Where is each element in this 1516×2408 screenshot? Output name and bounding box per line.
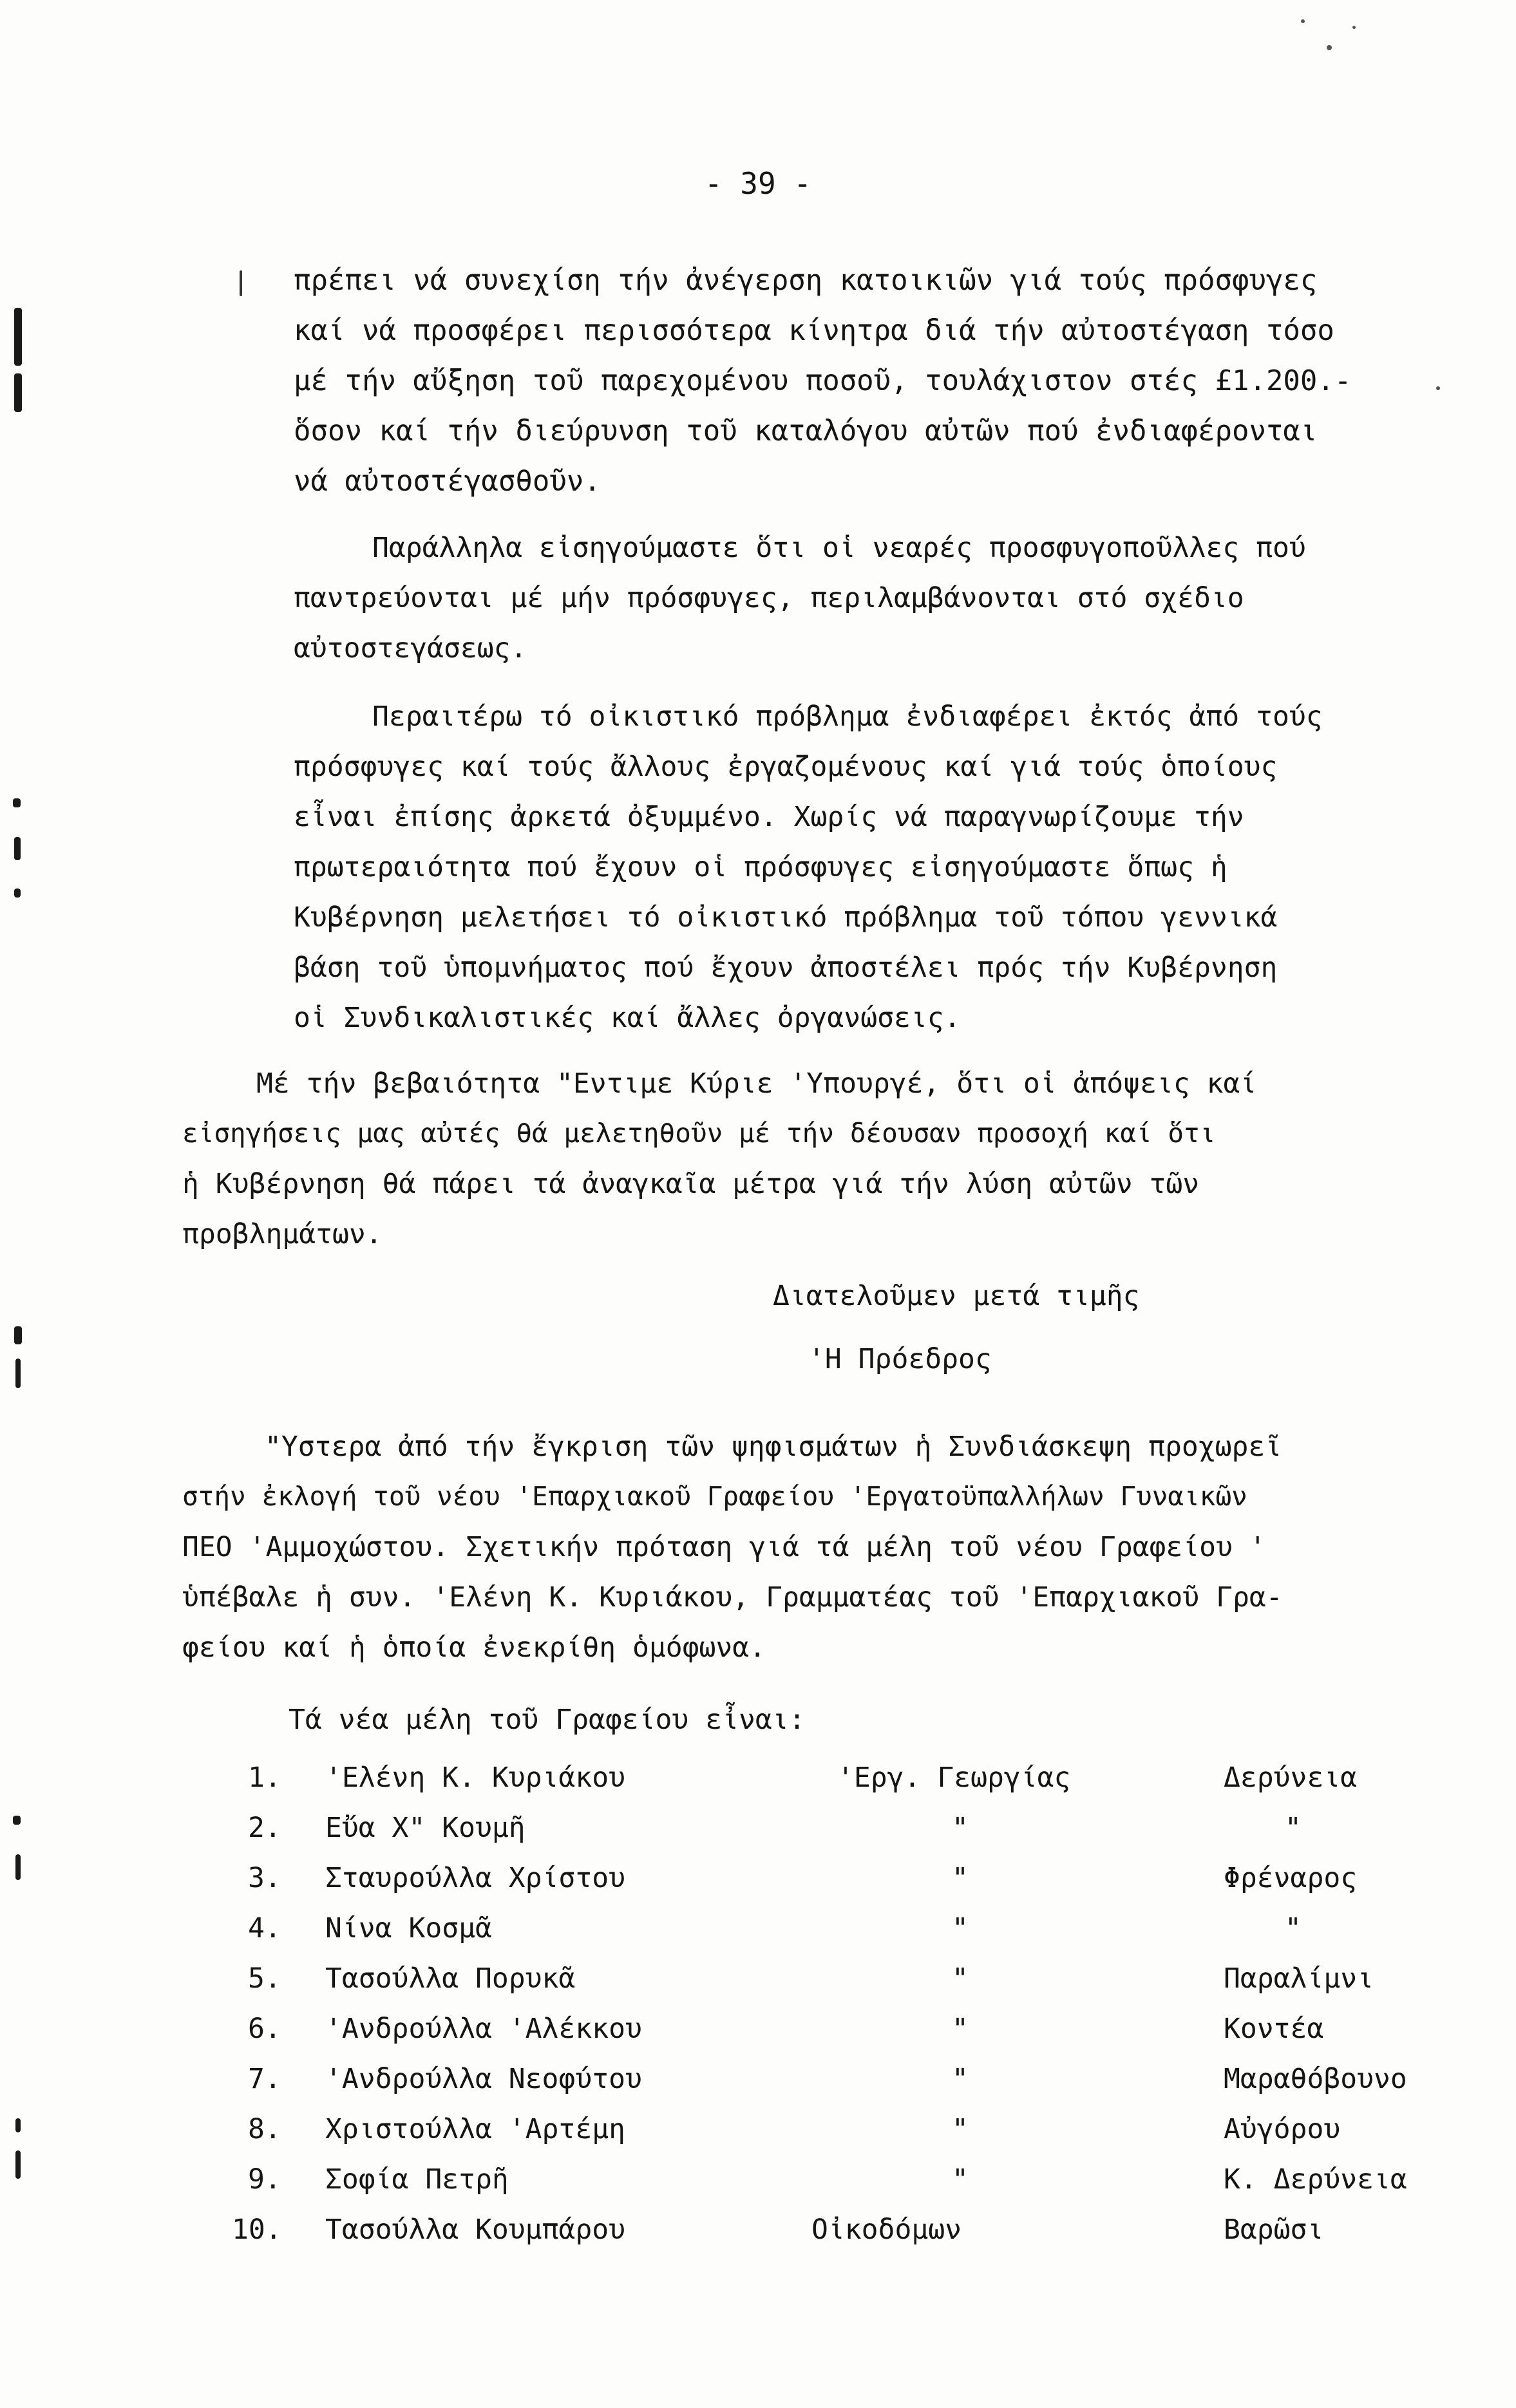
- text-line: ΠΕΟ 'Αμμοχώστου. Σχετικήν πρόταση γιά τά μέλη τοῦ νέου Γραφείου ': [182, 1531, 1266, 1563]
- page-number: - 39 -: [704, 166, 812, 201]
- text-line: πρόσφυγες καί τούς ἄλλους ἐργαζομένους καί γιά τούς ὁποίους: [294, 751, 1278, 783]
- member-village: Κοντέα: [1224, 2013, 1324, 2045]
- text-line: νά αὐτοστέγασθοῦν.: [294, 465, 601, 498]
- member-union: ": [952, 1962, 969, 1995]
- text-line: Κυβέρνηση μελετήσει τό οἰκιστικό πρόβλημα τοῦ τόπου γεννικά: [294, 901, 1278, 934]
- text-line: προβλημάτων.: [182, 1218, 383, 1250]
- binding-mark: [13, 1816, 21, 1825]
- member-village: ": [1285, 1912, 1302, 1944]
- binding-mark: [15, 1359, 21, 1388]
- members-heading: Τά νέα μέλη τοῦ Γραφείου εἶναι:: [289, 1704, 806, 1736]
- binding-mark: [14, 1326, 22, 1344]
- binding-mark: [14, 889, 21, 898]
- text-line: οἱ Συνδικαλιστικές καί ἄλλες ὀργανώσεις.: [294, 1002, 961, 1034]
- text-line: παντρεύονται μέ μήν πρόσφυγες, περιλαμβάνονται στό σχέδιο: [294, 582, 1244, 614]
- member-number: 3.: [248, 1862, 281, 1894]
- member-union: ": [952, 2163, 969, 2196]
- member-union: ": [952, 1812, 969, 1844]
- member-village: Βαρῶσι: [1224, 2214, 1324, 2246]
- signature: 'Η Πρόεδρος: [808, 1343, 992, 1375]
- member-union: ": [952, 2063, 969, 2095]
- binding-mark: [15, 2118, 21, 2132]
- text-line: Παράλληλα εἰσηγούμαστε ὅτι οἱ νεαρές προσφυγοποῦλλες πού: [372, 532, 1306, 564]
- text-line: εἰσηγήσεις μας αὐτές θά μελετηθοῦν μέ τήν δέουσαν προσοχή καί ὅτι: [182, 1118, 1216, 1149]
- text-line: καί νά προσφέρει περισσότερα κίνητρα διά τήν αὐτοστέγαση τόσο: [294, 314, 1334, 347]
- member-number: 5.: [248, 1962, 281, 1995]
- scan-speck: [240, 270, 242, 296]
- member-name: 'Ανδρούλλα Νεοφύτου: [325, 2063, 642, 2095]
- text-line: μέ τήν αὔξηση τοῦ παρεχομένου ποσοῦ, τουλάχιστον στές £1.200.-: [294, 364, 1352, 397]
- member-number: 10.: [232, 2214, 282, 2246]
- text-line: βάση τοῦ ὑπομνήματος πού ἔχουν ἀποστέλει πρός τήν Κυβέρνηση: [294, 952, 1278, 984]
- scan-speck: [1327, 45, 1332, 50]
- text-line: "Υστερα ἀπό τήν ἔγκριση τῶν ψηφισμάτων ἡ Συνδιάσκεψη προχωρεῖ: [265, 1431, 1282, 1463]
- member-name: Εὔα Χ" Κουμῆ: [325, 1812, 526, 1844]
- member-union: ": [952, 2013, 969, 2045]
- binding-mark: [15, 1854, 21, 1880]
- member-number: 7.: [248, 2063, 281, 2095]
- member-union: ": [952, 1862, 969, 1894]
- binding-mark: [15, 2150, 21, 2179]
- member-union: ": [952, 2113, 969, 2145]
- member-number: 1.: [248, 1762, 281, 1794]
- member-village: Παραλίμνι: [1224, 1962, 1374, 1995]
- closing-text: Διατελοῦμεν μετά τιμῆς: [773, 1280, 1140, 1312]
- member-name: Νίνα Κοσμᾶ: [325, 1912, 492, 1944]
- member-name: Σταυρούλλα Χρίστου: [325, 1862, 625, 1894]
- text-line: Μέ τήν βεβαιότητα "Εντιμε Κύριε 'Υπουργέ, ὅτι οἱ ἀπόψεις καί: [256, 1068, 1257, 1100]
- member-union: 'Εργ. Γεωργίας: [837, 1762, 1071, 1794]
- member-village: Δερύνεια: [1224, 1762, 1358, 1794]
- member-number: 8.: [248, 2113, 281, 2145]
- text-line: στήν ἐκλογή τοῦ νέου 'Επαρχιακοῦ Γραφείου 'Εργατοϋπαλλήλων Γυναικῶν: [182, 1481, 1247, 1512]
- member-village: Αὐγόρου: [1224, 2113, 1341, 2145]
- text-line: πρέπει νά συνεχίση τήν ἀνέγερση κατοικιῶν γιά τούς πρόσφυγες: [294, 264, 1318, 297]
- text-line: ἡ Κυβέρνηση θά πάρει τά ἀναγκαῖα μέτρα γιά τήν λύση αὐτῶν τῶν: [182, 1168, 1200, 1200]
- binding-mark: [14, 837, 21, 860]
- binding-mark: [14, 373, 22, 412]
- scan-speck: [1436, 386, 1440, 390]
- scan-speck: [1301, 19, 1305, 23]
- member-village: Φρέναρος: [1224, 1862, 1358, 1894]
- text-line: αὐτοστεγάσεως.: [294, 632, 527, 664]
- member-union: ": [952, 1912, 969, 1944]
- member-village: Κ. Δερύνεια: [1224, 2163, 1407, 2196]
- member-number: 9.: [248, 2163, 281, 2196]
- member-number: 2.: [248, 1812, 281, 1844]
- member-number: 4.: [248, 1912, 281, 1944]
- member-number: 6.: [248, 2013, 281, 2045]
- member-name: 'Ελένη Κ. Κυριάκου: [325, 1762, 625, 1794]
- binding-mark: [14, 308, 22, 366]
- member-village: Μαραθόβουνο: [1224, 2063, 1407, 2095]
- text-line: πρωτεραιότητα πού ἔχουν οἱ πρόσφυγες εἰσηγούμαστε ὅπως ἡ: [294, 851, 1227, 883]
- text-line: ὑπέβαλε ἡ συν. 'Ελένη Κ. Κυριάκου, Γραμματέας τοῦ 'Επαρχιακοῦ Γρα-: [182, 1581, 1283, 1613]
- text-line: εἶναι ἐπίσης ἀρκετά ὀξυμμένο. Χωρίς νά παραγνωρίζουμε τήν: [294, 801, 1244, 833]
- member-union: Οἰκοδόμων: [811, 2214, 962, 2246]
- member-village: ": [1285, 1812, 1302, 1844]
- member-name: Τασούλλα Πορυκᾶ: [325, 1962, 576, 1995]
- member-name: Τασούλλα Κουμπάρου: [325, 2214, 625, 2246]
- text-line: ὅσον καί τήν διεύρυνση τοῦ καταλόγου αὐτῶν πού ἐνδιαφέρονται: [294, 415, 1318, 447]
- binding-mark: [13, 798, 21, 807]
- member-name: Χριστούλλα 'Αρτέμη: [325, 2113, 625, 2145]
- text-line: φείου καί ἡ ὁποία ἐνεκρίθη ὁμόφωνα.: [182, 1632, 766, 1664]
- text-line: Περαιτέρω τό οἰκιστικό πρόβλημα ἐνδιαφέρει ἐκτός ἀπό τούς: [372, 701, 1323, 733]
- member-name: 'Ανδρούλλα 'Αλέκκου: [325, 2013, 642, 2045]
- member-name: Σοφία Πετρῆ: [325, 2163, 509, 2196]
- scan-speck: [1352, 26, 1356, 29]
